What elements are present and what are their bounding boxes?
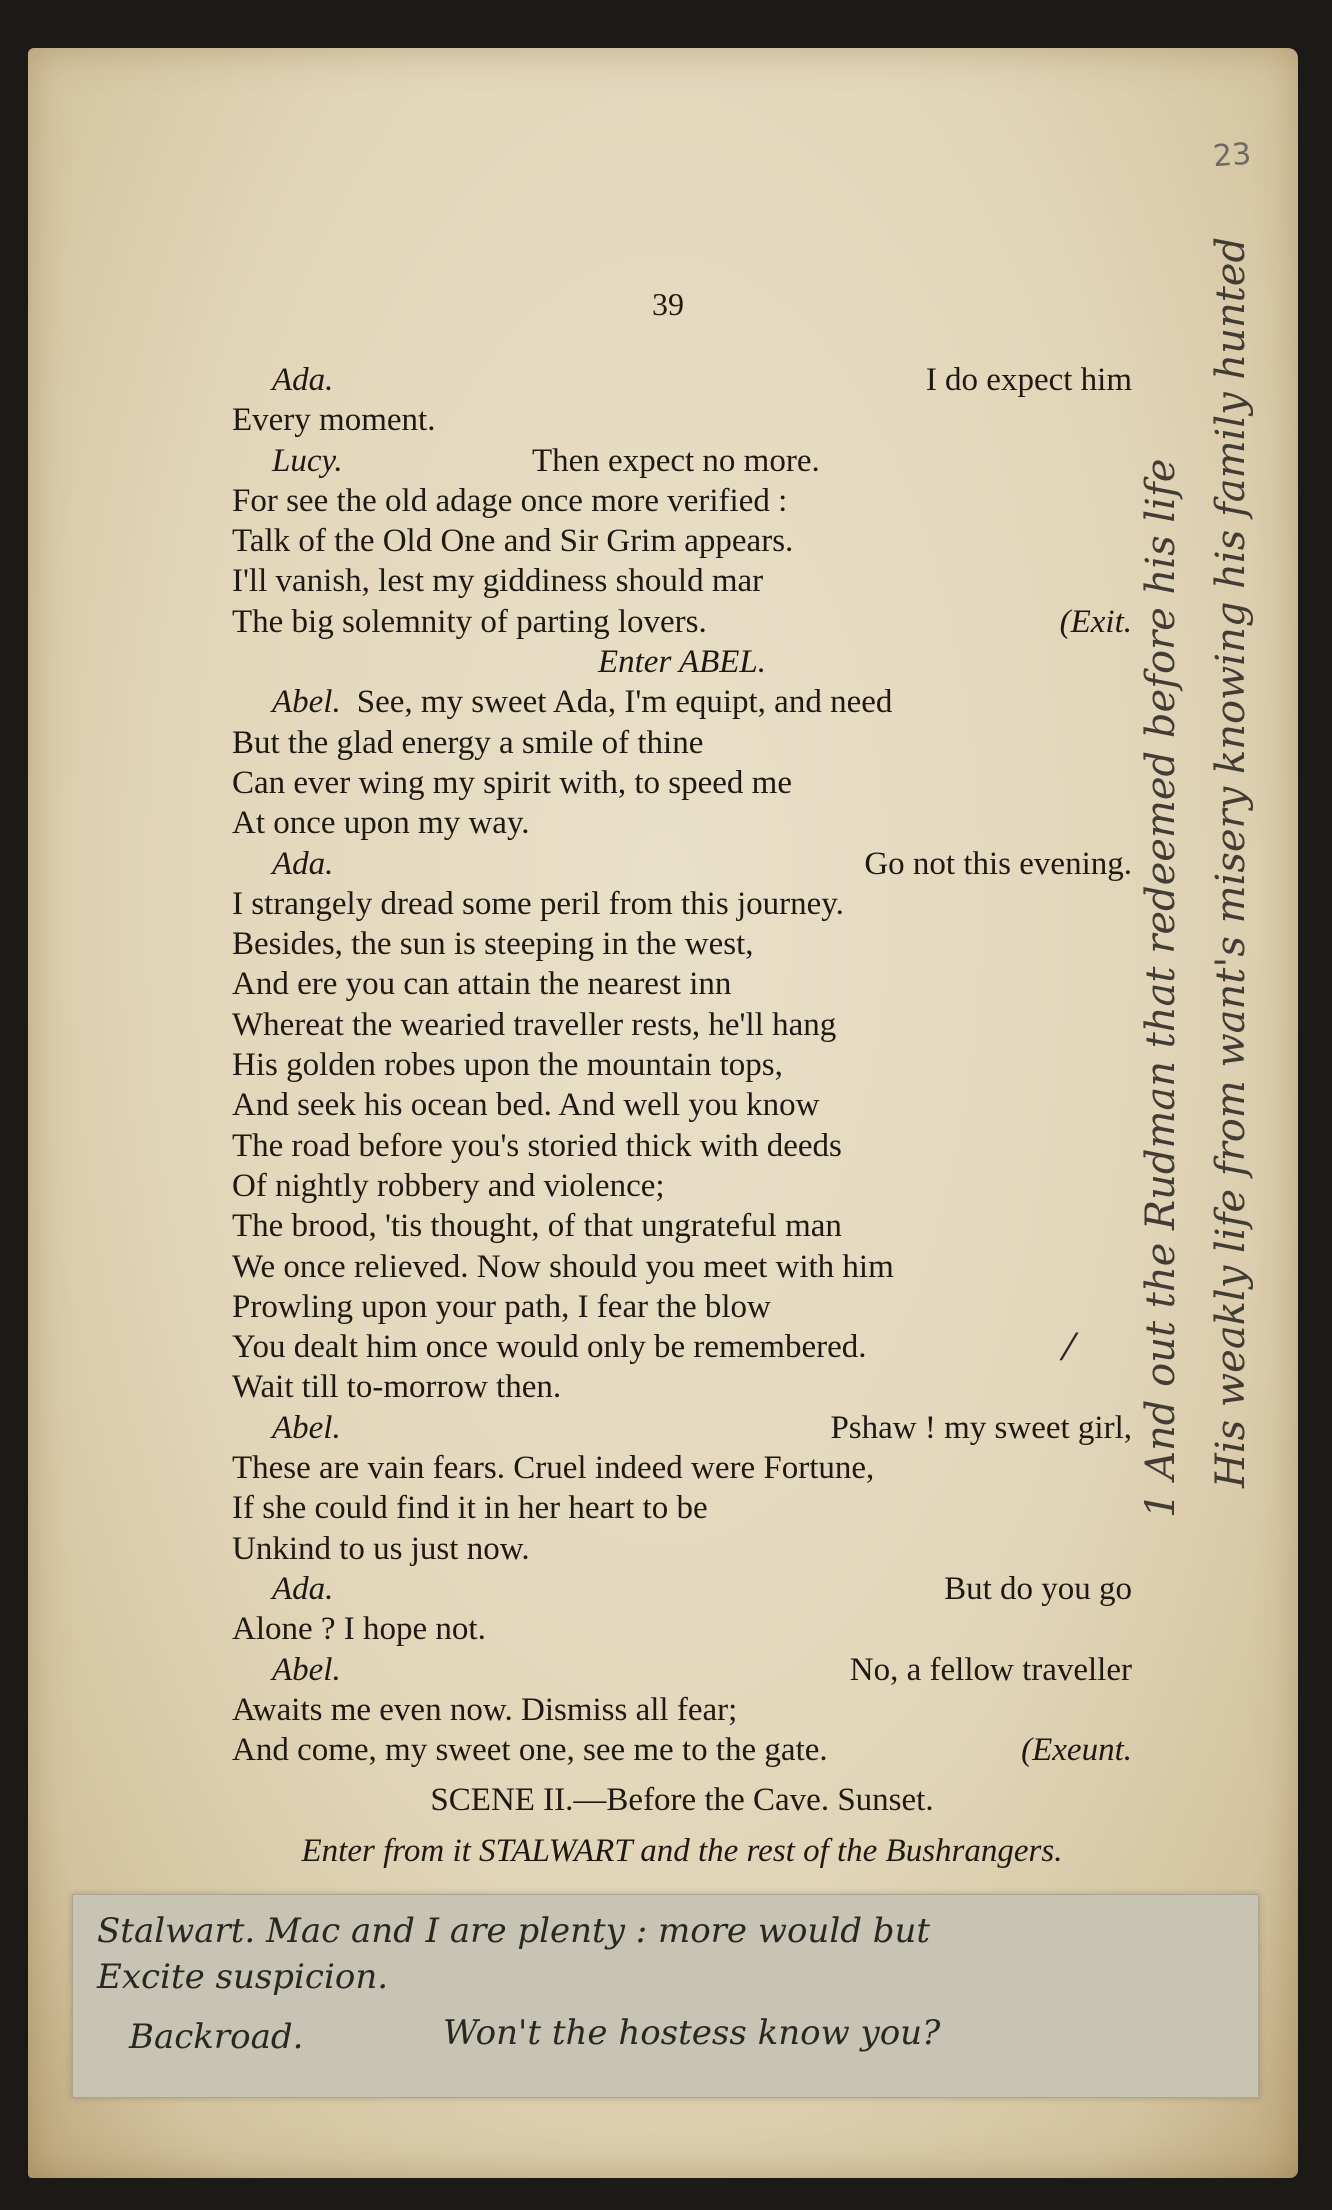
- note-speaker: Backroad.: [129, 2017, 304, 2057]
- line-text: You dealt him once would only be remembered.: [232, 1329, 867, 1366]
- text-line: [232, 1609, 1132, 1649]
- scene-heading-text: SCENE II.—Before the Cave. Sunset.: [430, 1782, 934, 1819]
- line-text: The brood, 'tis thought, of that ungrateful man: [232, 1208, 842, 1245]
- text-line: [232, 884, 1132, 924]
- stage-direction: Enter ABEL.: [597, 644, 767, 681]
- text-line: [232, 723, 1132, 763]
- line-text: Prowling upon your path, I fear the blow: [232, 1288, 771, 1325]
- play-text: [232, 360, 1132, 1871]
- text-line: [232, 844, 1132, 884]
- speaker-name: Abel.: [272, 1409, 341, 1446]
- line-text: For see the old adage once more verified :: [232, 482, 788, 519]
- line-text-right: I do expect him: [925, 362, 1132, 398]
- line-text: At once upon my way.: [232, 805, 530, 842]
- text-line: [232, 561, 1132, 601]
- text-line: [232, 400, 1132, 440]
- text-line: [232, 1166, 1132, 1206]
- line-text-right: Pshaw ! my sweet girl,: [830, 1409, 1132, 1446]
- line-text: Every moment.: [232, 402, 436, 439]
- insertion-mark: ⁄: [1066, 1328, 1073, 1369]
- text-line: [232, 1367, 1132, 1407]
- book-page: [28, 48, 1298, 2178]
- line-text: His golden robes upon the mountain tops,: [232, 1047, 783, 1084]
- text-line: [232, 1287, 1132, 1327]
- text-line: [232, 1005, 1132, 1045]
- margin-note-right: 1 And out the Rudman that redeemed before his life: [1138, 458, 1184, 1518]
- line-text: These are vain fears. Cruel indeed were Fortune,: [232, 1450, 875, 1487]
- line-text: The big solemnity of parting lovers.: [232, 603, 707, 640]
- speaker-name: Lucy.: [272, 442, 343, 479]
- stage-direction-line: [232, 1831, 1132, 1871]
- line-text: I'll vanish, lest my giddiness should mar: [232, 563, 764, 600]
- text-line: [232, 1085, 1132, 1125]
- line-text-right: But do you go: [944, 1570, 1132, 1607]
- text-line: [232, 521, 1132, 561]
- stage-direction: (Exit.: [1059, 603, 1132, 640]
- stage-direction: (Exeunt.: [1021, 1732, 1132, 1769]
- speaker-name: Ada.: [272, 845, 334, 882]
- line-text: I strangely dread some peril from this journey.: [232, 885, 844, 922]
- folio-number: 23: [1211, 136, 1253, 175]
- line-text: Then expect no more.: [532, 442, 820, 479]
- text-line: [232, 1488, 1132, 1528]
- stage-direction-line: [232, 642, 1132, 682]
- text-line: [232, 1206, 1132, 1246]
- stage-direction: Enter from it STALWART and the rest of the Bushrangers.: [301, 1832, 1063, 1869]
- line-text: Besides, the sun is steeping in the west,: [232, 926, 754, 963]
- line-text: Alone ? I hope not.: [232, 1611, 486, 1648]
- note-line: Won't the hostess know you?: [443, 2013, 941, 2053]
- text-line: [232, 964, 1132, 1004]
- page-number: 39: [652, 286, 684, 322]
- line-text: We once relieved. Now should you meet with him: [232, 1248, 894, 1285]
- text-line: [232, 1327, 1132, 1367]
- line-text: Awaits me even now. Dismiss all fear;: [232, 1691, 738, 1728]
- text-line: [232, 481, 1132, 521]
- line-text: See, my sweet Ada, I'm equipt, and need: [356, 684, 893, 721]
- line-text: Whereat the wearied traveller rests, he'll hang: [232, 1006, 837, 1043]
- scene-heading: [232, 1780, 1132, 1820]
- speaker-name: Abel.: [272, 684, 341, 721]
- line-text: And ere you can attain the nearest inn: [232, 966, 732, 1003]
- speaker-name: Ada.: [272, 1570, 334, 1607]
- speaker-name: Ada.: [272, 362, 334, 398]
- line-text: But the glad energy a smile of thine: [232, 724, 704, 761]
- text-line: [232, 360, 1132, 400]
- line-text: Wait till to-morrow then.: [232, 1369, 562, 1406]
- line-text-right: No, a fellow traveller: [849, 1651, 1132, 1688]
- text-line: [232, 1126, 1132, 1166]
- margin-note-far-right: His weakly life from want's misery knowing his family hunted: [1208, 236, 1254, 1488]
- line-text-right: Go not this evening.: [864, 845, 1132, 882]
- line-text: Unkind to us just now.: [232, 1530, 530, 1567]
- text-line: [232, 1650, 1132, 1690]
- line-text: If she could find it in her heart to be: [232, 1490, 708, 1527]
- note-line: Excite suspicion.: [97, 1957, 389, 1997]
- text-line: [232, 441, 1132, 481]
- note-line: Stalwart. Mac and I are plenty : more would but: [97, 1911, 931, 1951]
- text-line: [232, 1408, 1132, 1448]
- text-line: [232, 1529, 1132, 1569]
- text-line: [232, 924, 1132, 964]
- text-line: [232, 1690, 1132, 1730]
- line-text: And seek his ocean bed. And well you know: [232, 1087, 820, 1124]
- text-line: [232, 682, 1132, 722]
- text-line: [232, 1045, 1132, 1085]
- line-text: Can ever wing my spirit with, to speed me: [232, 764, 792, 801]
- line-text: The road before you's storied thick with deeds: [232, 1127, 842, 1164]
- text-line: [232, 1448, 1132, 1488]
- text-line: [232, 803, 1132, 843]
- text-line: [232, 1569, 1132, 1609]
- line-text: And come, my sweet one, see me to the gate.: [232, 1732, 828, 1769]
- text-line: [232, 1730, 1132, 1770]
- handwritten-note-slip: [72, 1894, 1259, 2098]
- text-line: [232, 1247, 1132, 1287]
- text-line: [232, 763, 1132, 803]
- speaker-name: Abel.: [272, 1651, 341, 1688]
- line-text: Of nightly robbery and violence;: [232, 1167, 665, 1204]
- line-text: Talk of the Old One and Sir Grim appears.: [232, 523, 794, 560]
- text-line: [232, 602, 1132, 642]
